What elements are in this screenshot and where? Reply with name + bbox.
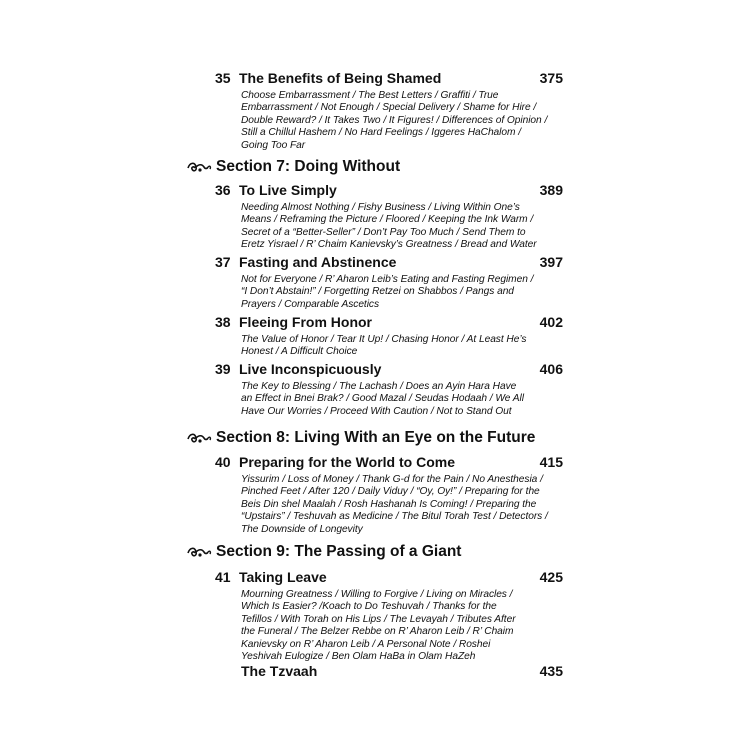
toc-entry-39[interactable] <box>215 359 563 418</box>
subtopic-line: The Key to Blessing / The Lachash / Does an Ayin Hara Have <box>241 381 517 392</box>
subtopic-line: Yissurim / Loss of Money / Thank G-d for the Pain / No Anesthesia / <box>241 474 543 485</box>
chapter-title: The Benefits of Being Shamed <box>239 70 442 86</box>
subtopic-line: Tefillos / With Torah on His Lips / The Levayah / Tributes After <box>241 613 516 625</box>
subtopic-line: Have Our Worries / Proceed With Caution / Not to Stand Out <box>241 405 512 417</box>
subtopic-line: an Effect in Bnei Brak? / Good Mazal / Seudas Hodaah / We All <box>241 393 524 405</box>
chapter-title: Preparing for the World to Come <box>239 454 455 470</box>
section-heading-7 <box>186 157 400 177</box>
section-title: Section 8: Living With an Eye on the Future <box>216 429 536 446</box>
page-number: 397 <box>539 254 563 270</box>
page-number: 415 <box>539 454 563 470</box>
section-ornament-icon <box>186 544 212 560</box>
subtopic-line: Going Too Far <box>241 139 306 151</box>
chapter-number: 35 <box>215 70 231 86</box>
section-heading-9 <box>186 542 461 562</box>
subtopic-line: “I Don’t Abstain!” / Forgetting Retzei on Shabbos / Pangs and <box>241 286 514 298</box>
section-title: Section 9: The Passing of a Giant <box>216 543 462 560</box>
subtopic-line: Still a Chillul Hashem / No Hard Feelings / Iggeres HaChalom / <box>241 127 522 139</box>
subtopic-line: Not for Everyone / R’ Aharon Leib’s Eating and Fasting Regimen / <box>241 274 534 285</box>
chapter-title: Live Inconspicuously <box>239 361 382 377</box>
chapter-subtopics <box>241 202 563 252</box>
page-number: 425 <box>539 569 563 585</box>
page-number: 406 <box>539 361 563 377</box>
subtopic-line: Mourning Greatness / Willing to Forgive / Living on Miracles / <box>241 589 513 600</box>
toc-entry-41[interactable] <box>215 567 563 663</box>
subtopic-line: “Upstairs” / Teshuvah as Medicine / The Bitul Torah Test / Detectors / <box>241 511 548 523</box>
toc-entry-38[interactable] <box>215 312 563 359</box>
page-number: 435 <box>539 663 563 679</box>
subtopic-line: Double Reward? / It Takes Two / It Figures! / Differences of Opinion / <box>241 114 548 126</box>
chapter-title: Fasting and Abstinence <box>239 254 397 270</box>
chapter-subtopics <box>241 334 563 359</box>
chapter-title: The Tzvaah <box>241 663 318 679</box>
subtopic-line: Pinched Feet / After 120 / Daily Viduy / “Oy, Oy!” / Preparing for the <box>241 486 540 498</box>
chapter-subtopics <box>241 90 563 152</box>
chapter-subtopics <box>241 589 563 663</box>
subtopic-line: Beis Din shel Maalah / Rosh Hashanah Is Coming! / Preparing the <box>241 498 537 510</box>
subtopic-line: the Funeral / The Belzer Rebbe on R’ Aharon Leib / R’ Chaim <box>241 626 514 638</box>
section-title: Section 7: Doing Without <box>216 158 401 175</box>
subtopic-line: Embarrassment / Not Enough / Special Delivery / Shame for Hire / <box>241 102 537 114</box>
chapter-number: 41 <box>215 569 231 585</box>
subtopic-line: Prayers / Comparable Ascetics <box>241 298 380 310</box>
toc-entry-37[interactable] <box>215 252 563 311</box>
subtopic-line: Secret of a “Better-Seller” / Don’t Pay Too Much / Send Them to <box>241 226 526 238</box>
chapter-title: To Live Simply <box>239 182 337 198</box>
toc-entry-tzvaah[interactable] <box>215 661 563 683</box>
chapter-number: 40 <box>215 454 231 470</box>
subtopic-line: Needing Almost Nothing / Fishy Business / Living Within One’s <box>241 202 520 213</box>
chapter-title: Taking Leave <box>239 569 327 585</box>
chapter-subtopics <box>241 474 563 536</box>
subtopic-line: Yeshivah Eulogize / Ben Olam HaBa in Olam HaZeh <box>241 650 476 662</box>
section-ornament-icon <box>186 159 212 175</box>
section-ornament-icon <box>186 430 212 446</box>
chapter-title: Fleeing From Honor <box>239 314 372 330</box>
section-heading-8 <box>186 428 535 448</box>
subtopic-line: Honest / A Difficult Choice <box>241 346 358 358</box>
subtopic-line: The Value of Honor / Tear It Up! / Chasing Honor / At Least He’s <box>241 334 527 345</box>
subtopic-line: Eretz Yisrael / R’ Chaim Kanievsky’s Greatness / Bread and Water <box>241 239 537 251</box>
toc-entry-40[interactable] <box>215 452 563 536</box>
toc-entry-35[interactable] <box>215 68 563 152</box>
chapter-subtopics <box>241 274 563 311</box>
page-number: 389 <box>539 182 563 198</box>
subtopic-line: Choose Embarrassment / The Best Letters / Graffiti / True <box>241 90 499 101</box>
subtopic-line: Means / Reframing the Picture / Floored / Keeping the Ink Warm / <box>241 214 534 226</box>
chapter-number: 39 <box>215 361 231 377</box>
chapter-number: 36 <box>215 182 231 198</box>
chapter-number: 37 <box>215 254 231 270</box>
page-number: 375 <box>539 70 563 86</box>
subtopic-line: The Downside of Longevity <box>241 523 363 535</box>
chapter-subtopics <box>241 381 563 418</box>
chapter-number: 38 <box>215 314 231 330</box>
page-number: 402 <box>539 314 563 330</box>
subtopic-line: Which Is Easier? /Koach to Do Teshuvah / Thanks for the <box>241 601 497 613</box>
subtopic-line: Kanievsky on R’ Aharon Leib / A Personal Note / Roshei <box>241 638 491 650</box>
toc-entry-36[interactable] <box>215 180 563 252</box>
